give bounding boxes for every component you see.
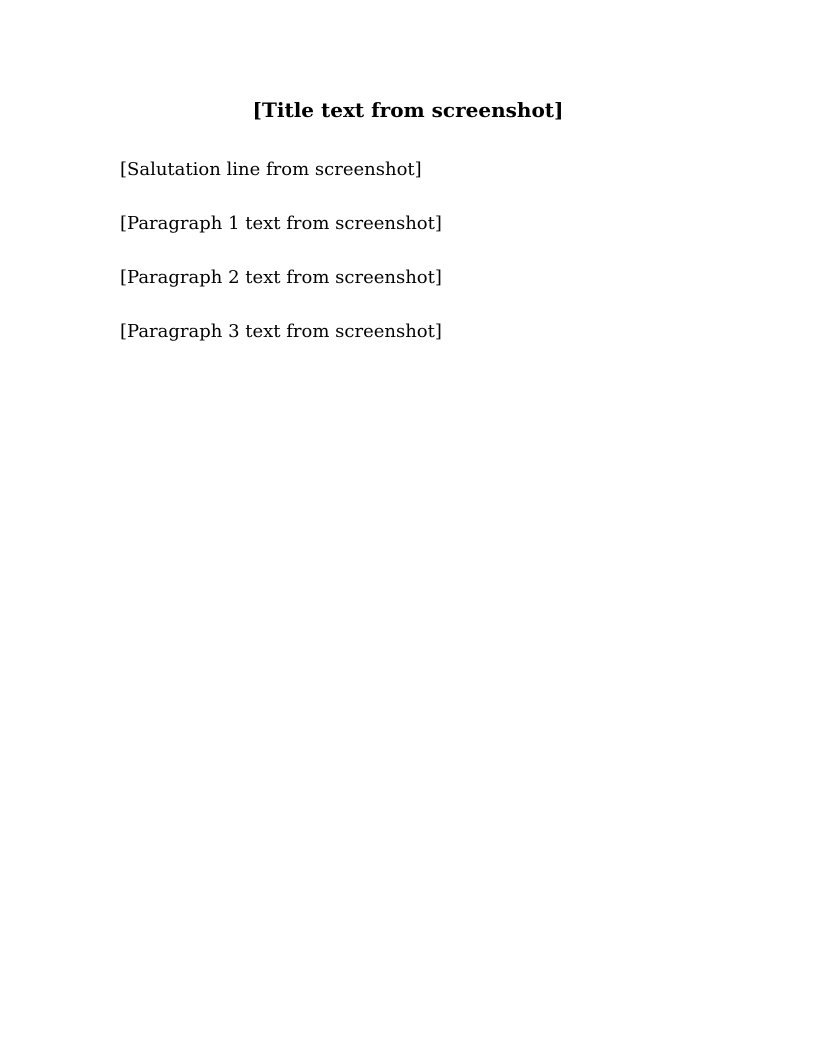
document-body (120, 206, 696, 350)
body-paragraph: [Paragraph 2 text from screenshot] (120, 267, 442, 288)
body-paragraph: [Paragraph 1 text from screenshot] (120, 213, 442, 234)
body-paragraph: [Paragraph 3 text from screenshot] (120, 321, 442, 342)
document-greeting: [Salutation line from screenshot] (120, 159, 422, 180)
document-title: [Title text from screenshot] (252, 98, 564, 122)
